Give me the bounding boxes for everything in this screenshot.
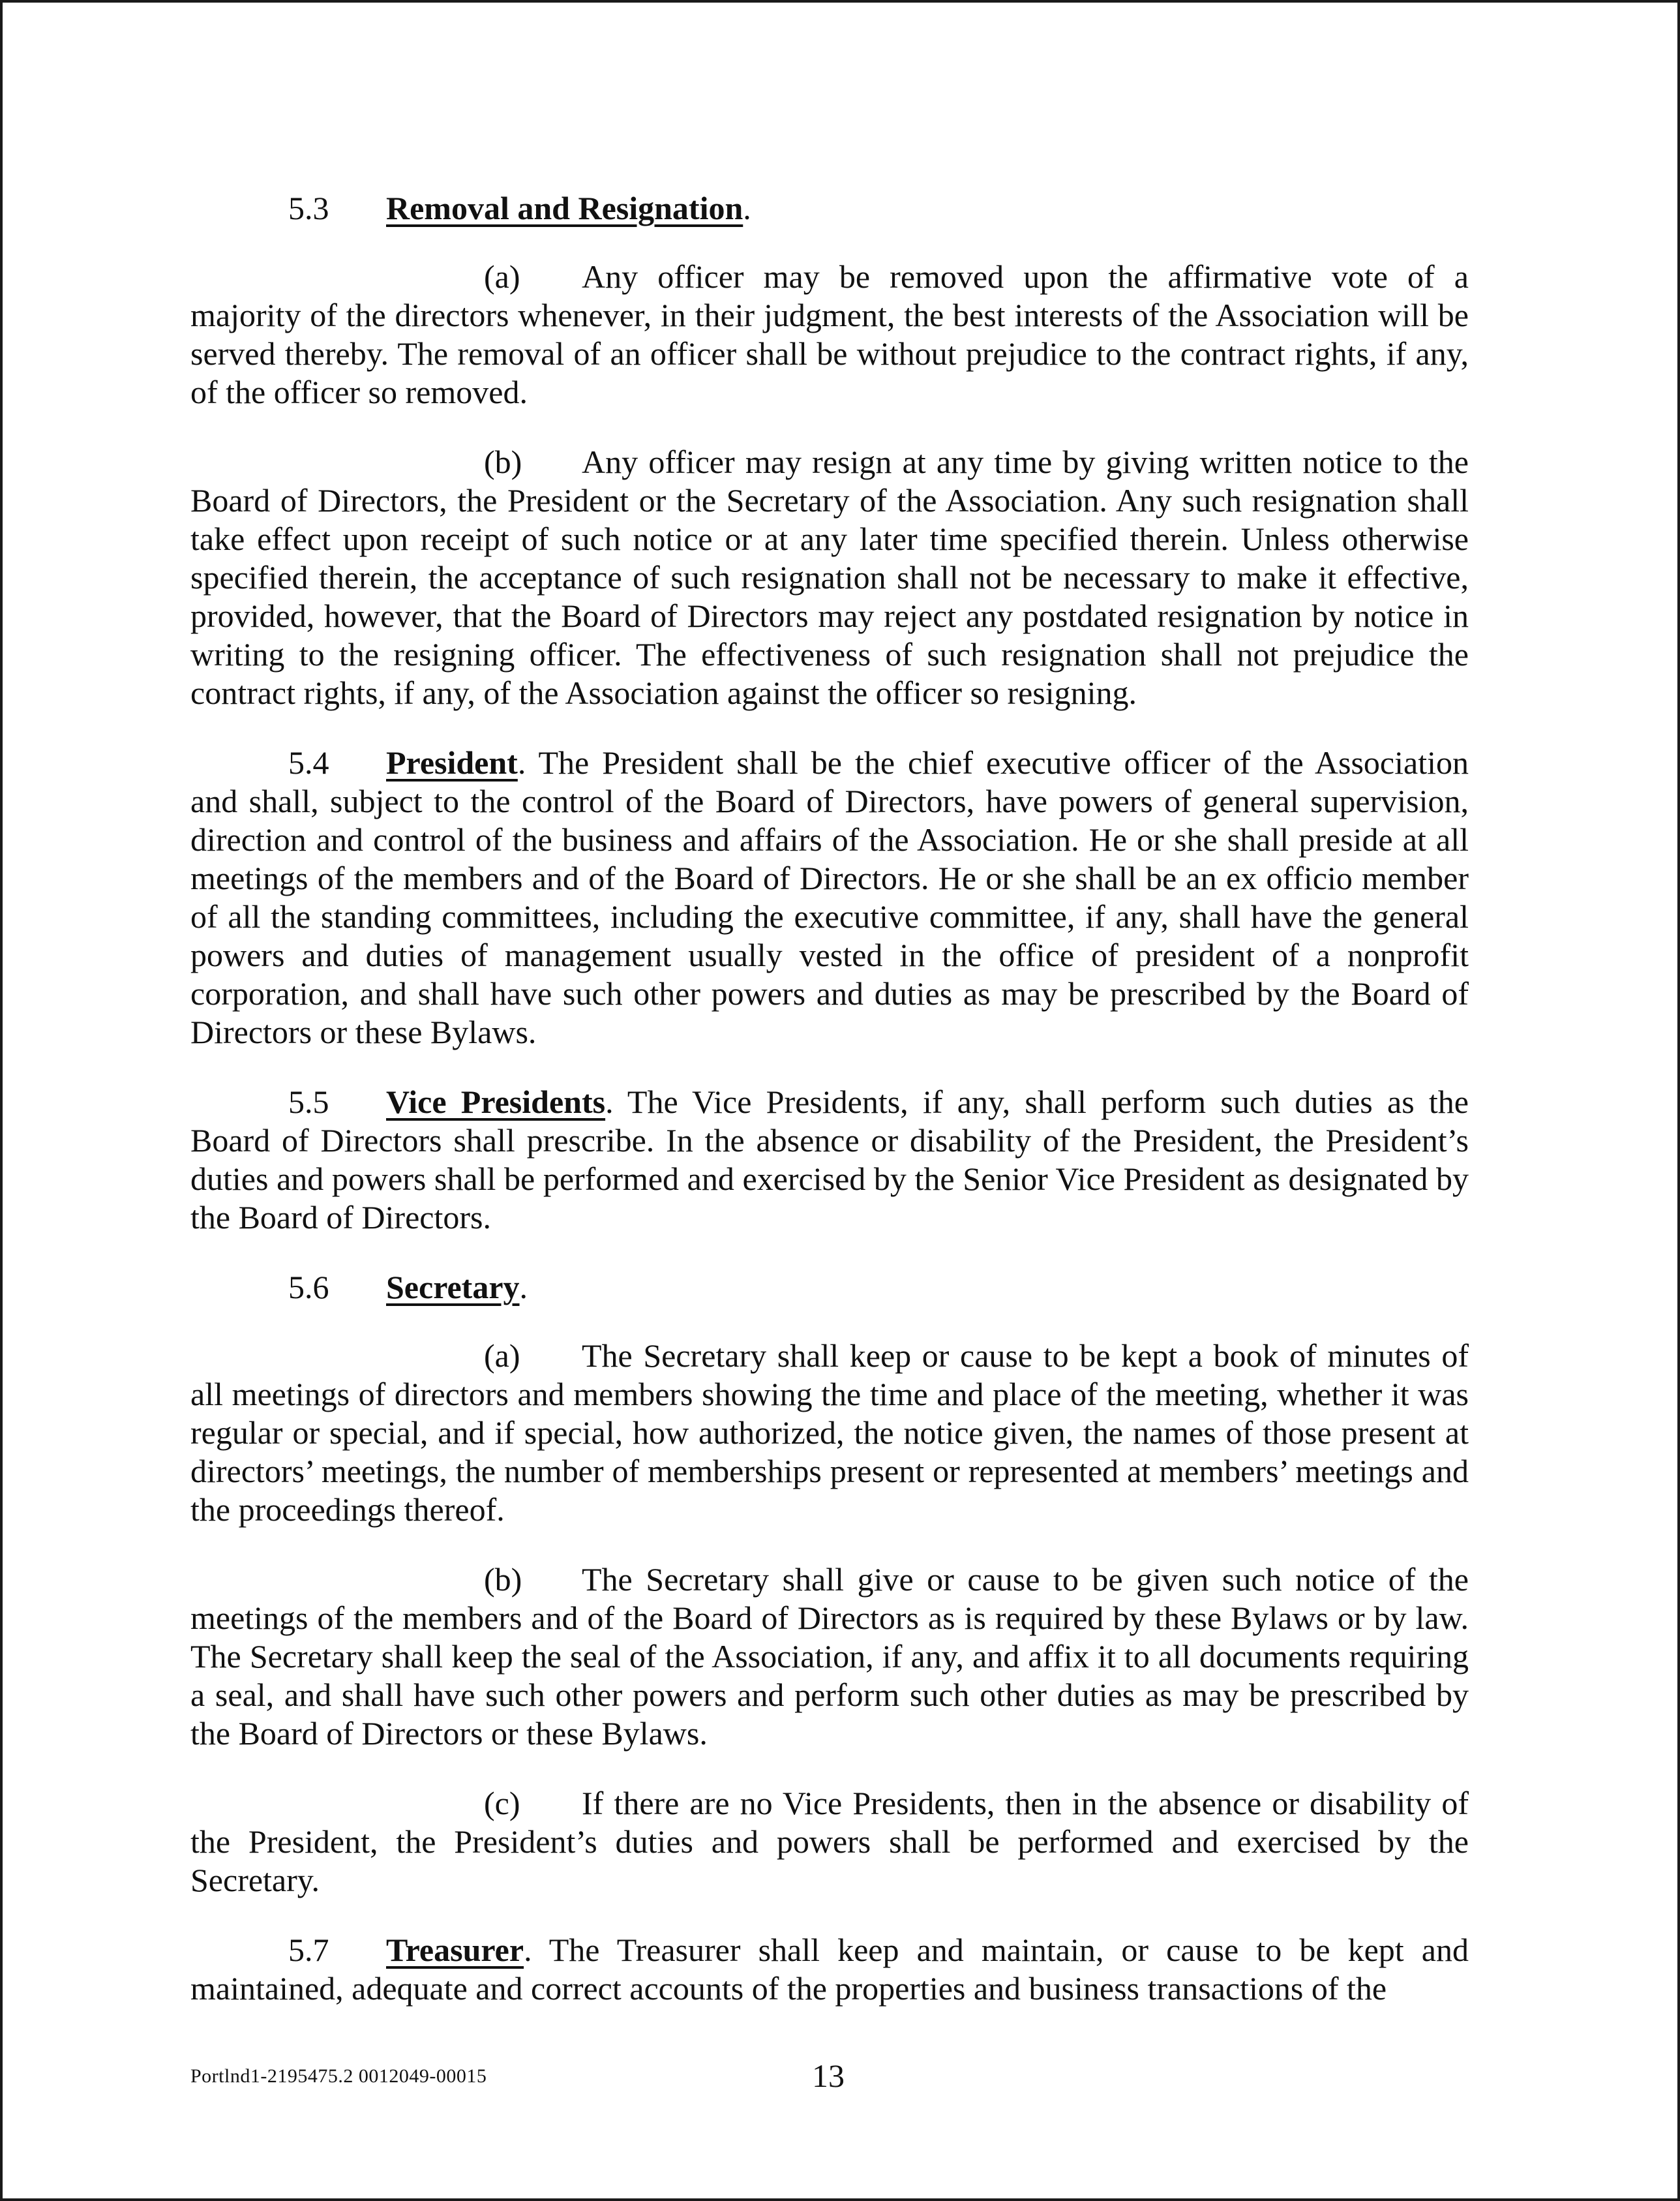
section-5-4 [190,744,1469,1052]
section-5-7 [190,1931,1469,2008]
section-5-3-a [190,258,1469,412]
section-title: Secretary [386,1269,520,1305]
section-text: . The Treasurer shall keep and maintain, or cause to be kept and maintained, adequate and correct accounts of the properties and business transactions of the [190,1932,1469,2007]
section-title: Removal and Resignation [386,190,743,226]
clause-text: Any officer may resign at any time by giving written notice to the Board of Directors, the President or the Secretary of the Association. Any such resignation shall take effect upon receipt of such notice or at any later time specified therein. Unless otherwise specified therein, the acceptance of such resignation shall not be necessary to make it effective, provided, however, that the Board of Directors may reject any postdated resignation by notice in writing to the resigning officer. The effectiveness of such resignation shall not prejudice the contract rights, if any, of the Association against the officer so resigning. [190,444,1469,711]
clause-label: (b) [484,1561,522,1598]
clause-label: (b) [484,444,522,480]
section-5-3-b [190,443,1469,712]
section-title: Vice Presidents [386,1084,606,1120]
section-title: President [386,744,518,781]
section-number: 5.3 [288,190,329,226]
clause-label: (c) [484,1785,520,1821]
document-id: Portlnd1-2195475.2 0012049-00015 [190,2065,487,2087]
clause-text: The Secretary shall keep or cause to be kept a book of minutes of all meetings of directors and members showing the time and place of the meeting, whether it was regular or special, and if special, how authorized, the notice given, the names of those present at directors’ meetings, the number of memberships present or represented at members’ meetings and the proceedings thereof. [190,1337,1469,1528]
clause-text: The Secretary shall give or cause to be given such notice of the meetings of the members and of the Board of Directors as is required by these Bylaws or by law. The Secretary shall keep the seal of the Association, if any, and affix it to all documents requiring a seal, and shall have such other powers and perform such other duties as may be prescribed by the Board of Directors or these Bylaws. [190,1561,1469,1752]
section-number: 5.6 [288,1269,329,1305]
clause-text: Any officer may be removed upon the affirmative vote of a majority of the directors whenever, in their judgment, the best interests of the Association will be served thereby. The removal of an officer shall be without prejudice to the contract rights, if any, of the officer so removed. [190,258,1469,410]
clause-label: (a) [484,258,520,295]
section-5-6-a [190,1337,1469,1529]
section-number: 5.7 [288,1932,329,1968]
document-body [190,189,1469,2039]
section-5-6-b [190,1560,1469,1753]
section-5-6-c [190,1784,1469,1900]
clause-text: If there are no Vice Presidents, then in the absence or disability of the President, the President’s duties and powers shall be performed and exercised by the Secretary. [190,1785,1469,1898]
clause-label: (a) [484,1337,520,1374]
section-text: . The President shall be the chief executive officer of the Association and shall, subject to the control of the Board of Directors, have powers of general supervision, direction and control of the business and affairs of the Association. He or she shall preside at all meetings of the members and of the Board of Directors. He or she shall be an ex officio member of all the standing committees, including the executive committee, if any, shall have the general powers and duties of management usually vested in the office of president of a nonprofit corporation, and shall have such other powers and duties as may be prescribed by the Board of Directors or these Bylaws. [190,744,1469,1050]
section-title: Treasurer [386,1932,524,1968]
section-number: 5.5 [288,1084,329,1120]
section-5-5 [190,1083,1469,1237]
page-number: 13 [812,2057,845,2094]
section-number: 5.4 [288,744,329,781]
section-5-3-heading: 5.3 Removal and Resignation. [288,190,751,226]
section-text: . The Vice Presidents, if any, shall perform such duties as the Board of Directors shall prescribe. In the absence or disability of the President, the President’s duties and powers shall be performed and exercised by the Senior Vice President as designated by the Board of Directors. [190,1084,1469,1236]
section-5-6-heading: 5.6 Secretary. [288,1269,528,1305]
